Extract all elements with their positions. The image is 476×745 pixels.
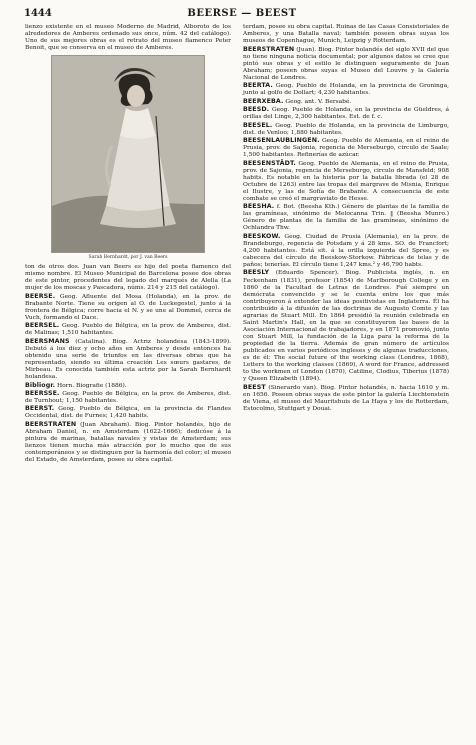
entry-headword: BEERSEL.: [25, 322, 60, 330]
entry-headword: BEERSTRATEN: [25, 420, 77, 428]
entry-text: Geog. Ciudad de Prusia (Alemania), en la prov. de Brandeburgo, regencia de Potsdam y á 28 kms. SO. de Francfort; 4,200 habitantes. Está sit. á la orilla izquierda del Spree, y es cabecera del círculo de Beeskow-Storkow. Fábricas de telas y de paños; tenerías. El círculo tiene 1,247 kms.² y 46,790 habts.: [243, 233, 450, 269]
dictionary-entry: [243, 122, 449, 137]
entry-headword: BEERXEBA.: [243, 97, 284, 105]
dictionary-entry: [25, 338, 231, 381]
entry-headword: BEESEL.: [243, 121, 273, 129]
entry-text: (Eduardo Spencer). Biog. Publicista inglés, n. en Feckenham (1831), profesor (1854) de Marlborough College y en 1860 de la Facultad de Letras de Londres. Fué siempre un demócrata convencido y se le cuenta entre los que más contribuyeron á extender las ideas positivistas en Inglaterra. Él ha contribuido á la difusión de las doctrinas de Augusto Comte y las agrarias de Stuart Mill. En 1864 presidió la reunión celebrada en Saint Martin's Hall, en la que se constituyeron las bases de la Asociación Internacional de trabajadores, y en 1871 promovió, junto con Stuart Mill, la fundación de la Liga para la reforma de la propiedad de la tierra. Además de gran número de artículos publicados en varios periódicos ingleses y de algunas traducciones, es de él: The social future of the working class (Londres, 1868), Letters to the working classes (1869), A word for France, addressed to the workmen of London (1870), Catiline, Clodius, Tiberius (1878) y Queen Elizabeth (1894).: [243, 270, 449, 383]
running-title: BEERSE — BEEST: [187, 8, 297, 19]
right-column: [243, 24, 449, 413]
right-lead-text: terdam, posee su obra capital. Ruinas de las Casas Consistoriales de Amberes, y una Batalla naval; también poseen obras suyas los museos de Copenhague, Munich, Leipzig y Rotterdam.: [243, 24, 449, 45]
dictionary-entry: [25, 405, 231, 420]
dictionary-entry: [243, 160, 449, 203]
entry-headword: BEERSTRATEN: [243, 45, 295, 53]
dictionary-entry: [25, 382, 231, 390]
left-lead-text: lienzo existente en el museo Moderno de Madrid, Alboroto de los alrededores de Amberes ordenado sus once, núm. 42 del catálogo). Uno de sus mejores obras es el retrato del museo flamenco Peter Benoit, que se conserva en el museo de Amberes.: [25, 24, 231, 52]
page-number: 1444: [24, 8, 52, 19]
dictionary-entry: [25, 322, 231, 337]
entry-headword: BEESKOW.: [243, 232, 281, 240]
entry-headword: BEESHA.: [243, 203, 275, 211]
entry-text: Geog. Pueblo de Holanda, en la provincia de Limburgo, dist. de Venloo; 1,880 habitantes.: [243, 122, 450, 136]
dictionary-entry: [243, 46, 449, 82]
entry-headword: BEESENLAUBLINGEN.: [243, 137, 320, 145]
entry-text: Geog. Pueblo de Bélgica, en la prov. de Amberes, dist. de Malinas; 1,510 habitantes.: [25, 323, 232, 337]
entry-text: Geog. Afluente del Mosa (Holanda), en la prov. de Brabante Norte. Tiene su origen al O. de Luckegestel, junto á la frontera de Bélgica; corre hacia el N. y se une al Dommel, cerca de Vuch, formando el Dace.: [25, 293, 232, 321]
entry-text: Geog. ant. V. Bersabé.: [285, 98, 352, 105]
left-after-photo-text: ton de otros dos. Juan van Beers es hijo del poeta flamenco del mismo nombre. El Museo Municipal de Barcelona posee dos obras de este pintor, procedentes del legado del marqués de Alella (La mujer de los moscas y Pascadora, núms. 214 y 215 del catálogo).: [25, 264, 231, 292]
portrait-photo: [51, 55, 205, 253]
portrait-illustration: [52, 56, 204, 252]
dictionary-entry: [243, 269, 449, 383]
dictionary-entry: [25, 421, 231, 464]
entry-text: (Sinerardo van). Biog. Pintor holandés, n. hacia 1610 y m. en 1656. Poseen obras suyas de este pintor la galería Liechtenstein de Viena, el museo del Mauritshuis de La Haya y los de Rotterdam, Estocolmo, Stuttgart y Douai.: [243, 384, 450, 412]
entry-text: Geog. Pueblo de Holanda, en la provincia de Güeldres, á orillas del Linge, 2,300 habitantes. Est. de f. c.: [243, 107, 449, 121]
entry-headword: BEERSE.: [25, 292, 56, 300]
left-column: [25, 24, 231, 465]
entry-text: (Juan). Biog. Pintor holandés del siglo XVII del que no tiene ninguna noticia documental; por algunos datos se cree que pintó sus obras y el estilo le distinguen seguramente de Juan Abraham; poseen obras suyas el Museo del Louvre y la Galería Nacional de Londres.: [243, 46, 449, 81]
photo-caption: Sarah Bernhardt, por J. van Beers: [88, 255, 168, 261]
entry-text: Geog. Pueblo de Alemania, en el reino de Prusia, prov. de Sajonia, regencia de Merseburgo, circulo de Saale; 1,500 habitantes. Refinerías de azúcar.: [243, 138, 449, 159]
entry-headword: BEERTA.: [243, 82, 273, 90]
page-header: [24, 8, 460, 22]
dictionary-entry: [25, 293, 231, 322]
entry-text: Horn. Biografie (1886).: [57, 382, 127, 389]
dictionary-entry: [25, 390, 231, 405]
entry-headword: BEERSSE.: [25, 389, 60, 397]
entry-text: Geog. Pueblo de Alemania, en el reino de Prusia, prov. de Sajonia, regencia de Merseburgo, circulo de Mansfeld; 908 habits. Es notable en la historia por la batalla librada (el 28 de Octubre de 1263) entre las tropas del margrave de Misnia, Enrique el Ilustre, y las de Sofía de Brabante. A consecuencia de este combate se creó el margraviato de Hesse.: [243, 160, 449, 202]
dictionary-entry: [243, 203, 449, 232]
entry-text: (Catalina). Biog. Actriz holandesa (1843-1899). Debutó á los diez y ocho años en Amberes y desde entonces ha obtenido una serie de triunfos en las diversas obras que ha representado, siendo su última creación Les sœurs gastares, de Mirbeau. Es conocida también esta actriz por la Sarah Bernhardt holandesa.: [25, 338, 231, 381]
entry-headword: BEESENSTÄDT.: [243, 159, 296, 167]
dictionary-entry: [243, 98, 449, 106]
dictionary-entry: [243, 106, 449, 121]
entry-text: (Juan Abraham). Biog. Pintor holandés, hijo de Abraham Daniel, n. en Amsterdam (1622-1666); dedicóse á la pintura de marinas, batallas navales y vistas de Amsterdam; sus lienzos tienen mucha más atracción por lo mucho que de sus contemporáneos y se distinguen por la harmonía del color; el museo del Estado, de Amsterdam, posee su obra capital.: [25, 421, 231, 464]
entry-headword: Bibliogr.: [25, 381, 56, 389]
dictionary-entry: [243, 137, 449, 159]
entry-headword: BEESD.: [243, 106, 270, 114]
dictionary-entry: [243, 384, 449, 413]
entry-headword: BEEST: [243, 383, 266, 391]
dictionary-entry: [243, 233, 449, 269]
entry-headword: BEERSMANS: [25, 337, 70, 345]
entry-text: f. Bot. (Beesha Kth.) Género de plantas de la familia de las gramíneas, sinónimo de Melocanna Trin. ‖ (Beesha Munro.) Género de plantas de la familia de las gramíneas, sinónimo de Ochlandra Thw.: [243, 204, 449, 232]
entry-text: Geog. Pueblo de Holanda, en la provincia de Groninga, junto al golfo de Dollart; 4,230 habitantes.: [243, 83, 449, 97]
dictionary-entry: [243, 82, 449, 97]
entry-headword: BEESLY: [243, 269, 270, 277]
entry-text: Geog. Pueblo de Bélgica, en la provincia de Flandes Occidental, dist. de Furnes; 1,420 habits.: [25, 406, 231, 420]
entry-headword: BEERST.: [25, 405, 55, 413]
entry-text: Geog. Pueblo de Bélgica, en la prov. de Amberes, dist. de Turnhout; 1,150 habitantes.: [25, 390, 231, 404]
